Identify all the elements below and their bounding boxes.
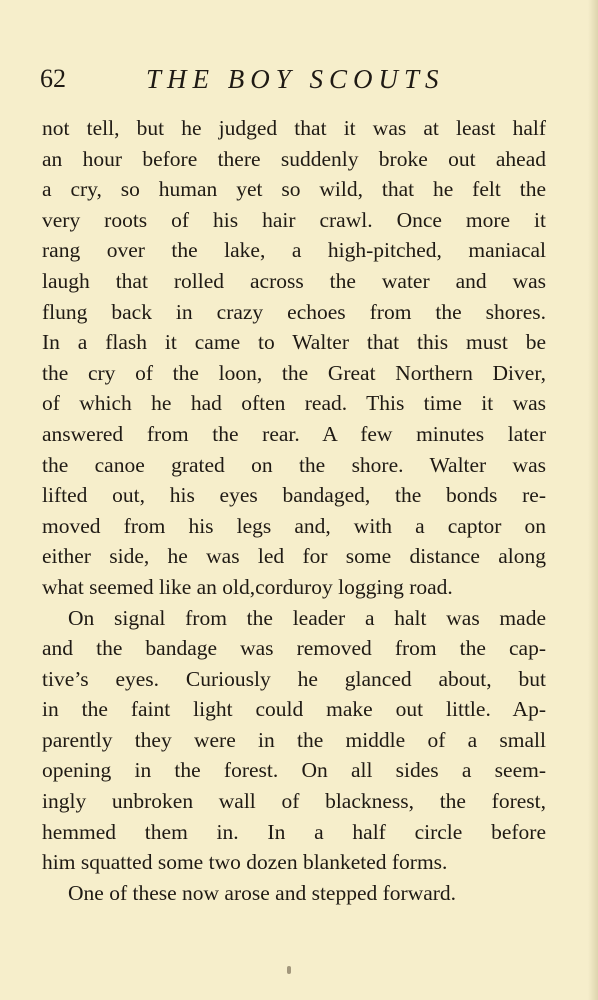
- text-line: of which he had often read. This time it was: [42, 391, 546, 416]
- text-line: rang over the lake, a high-pitched, maniacal: [42, 238, 546, 263]
- paragraph-last-line: him squatted some two dozen blanketed forms.: [42, 850, 448, 875]
- text-line: hemmed them in. In a half circle before: [42, 819, 546, 844]
- text-line: flung back in crazy echoes from the shores.: [42, 299, 546, 324]
- text-line: parently they were in the middle of a small: [42, 727, 546, 752]
- text-line: opening in the forest. On all sides a seem-: [42, 758, 546, 783]
- text-line: lifted out, his eyes bandaged, the bonds re-: [42, 483, 546, 508]
- text-line: the cry of the loon, the Great Northern Diver,: [42, 360, 546, 385]
- running-head: [40, 64, 560, 104]
- text-line: In a flash it came to Walter that this must be: [42, 330, 546, 355]
- text-line: either side, he was led for some distance along: [42, 544, 546, 569]
- text-line: not tell, but he judged that it was at least half: [42, 116, 546, 140]
- text-line: laugh that rolled across the water and was: [42, 268, 546, 293]
- ink-smudge: [287, 966, 291, 974]
- paragraph-first-line: On signal from the leader a halt was made: [68, 605, 546, 630]
- text-line: ingly unbroken wall of blackness, the forest,: [42, 789, 546, 814]
- text-line: tive’s eyes. Curiously he glanced about, but: [42, 666, 546, 691]
- paragraph-first-line: One of these now arose and stepped forward.: [68, 880, 457, 905]
- text-line: in the faint light could make out little. Ap-: [42, 697, 546, 722]
- text-line: answered from the rear. A few minutes later: [42, 421, 546, 446]
- text-line: very roots of his hair crawl. Once more it: [42, 207, 546, 232]
- page-edge-shadow: [588, 0, 598, 1000]
- paragraph-last-line: what seemed like an old,corduroy logging road.: [42, 574, 453, 599]
- text-line: and the bandage was removed from the cap-: [42, 636, 546, 661]
- text-line: a cry, so human yet so wild, that he felt the: [42, 177, 546, 202]
- running-title: THE BOY SCOUTS: [146, 64, 445, 94]
- page-number: 62: [40, 64, 66, 93]
- text-line: the canoe grated on the shore. Walter was: [42, 452, 546, 477]
- body-text: [42, 113, 546, 908]
- text-line: moved from his legs and, with a captor on: [42, 513, 546, 538]
- text-line: an hour before there suddenly broke out ahead: [42, 146, 546, 171]
